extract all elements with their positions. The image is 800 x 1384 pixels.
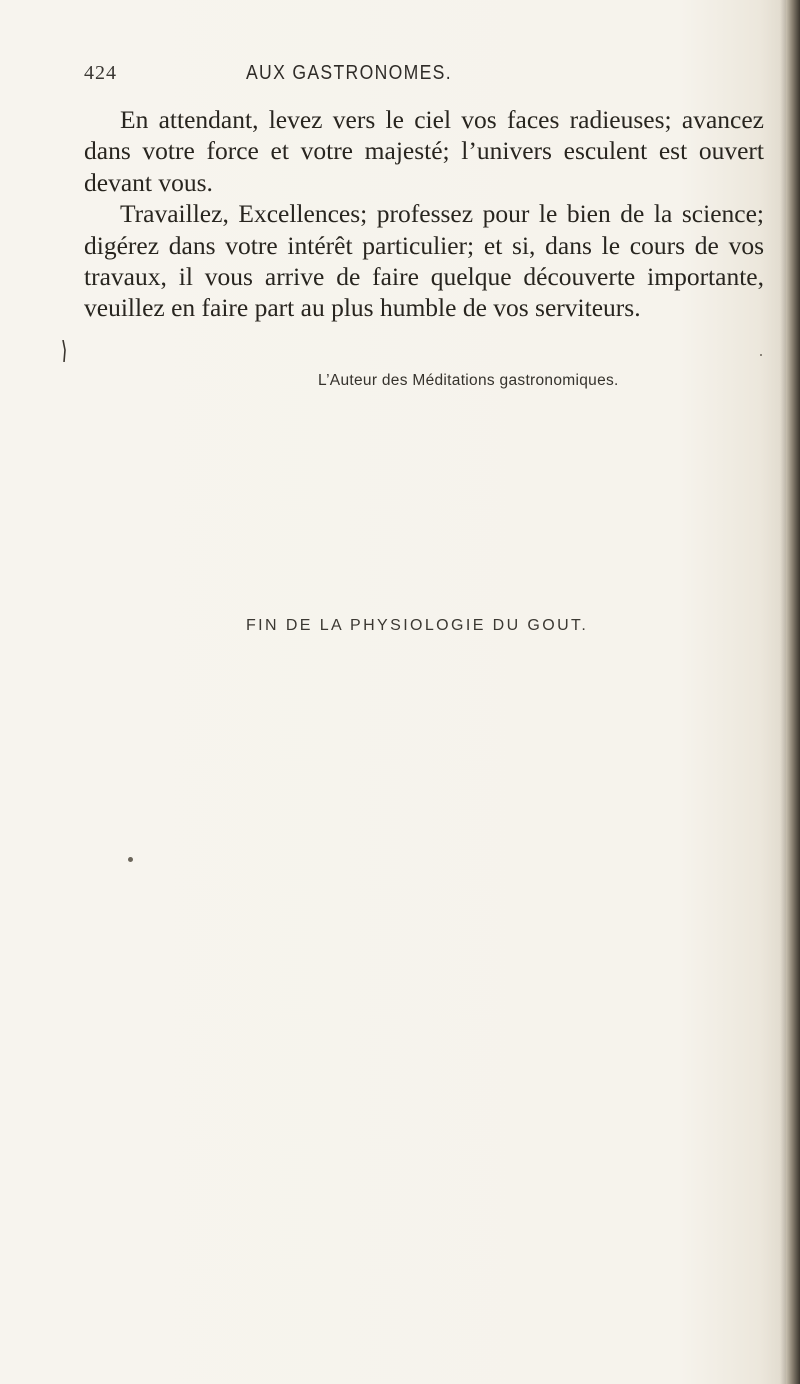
margin-mark (62, 340, 66, 362)
end-line: FIN DE LA PHYSIOLOGIE DU GOUT. (246, 617, 589, 634)
paragraph: En attendant, levez vers le ciel vos faces radieuses; avancez dans votre force et votre majesté; l’univers esculent est ouvert devant vous. (84, 105, 764, 197)
signature: L’Auteur des Méditations gastronomiques. (318, 372, 619, 389)
ink-speck (760, 354, 762, 356)
book-binding-edge (786, 0, 800, 1384)
body-text (84, 104, 764, 324)
ink-speck (128, 857, 133, 862)
paragraph: Travaillez, Excellences; professez pour le bien de la science; digérez dans votre intérêt particulier; et si, dans le cours de vos travaux, il vous arrive de faire quelque découverte importante, veuillez en faire part au plus humble de vos serviteurs. (84, 199, 764, 323)
page-header (84, 60, 764, 96)
running-head: AUX GASTRONOMES. (246, 62, 452, 84)
page-number: 424 (84, 62, 117, 84)
